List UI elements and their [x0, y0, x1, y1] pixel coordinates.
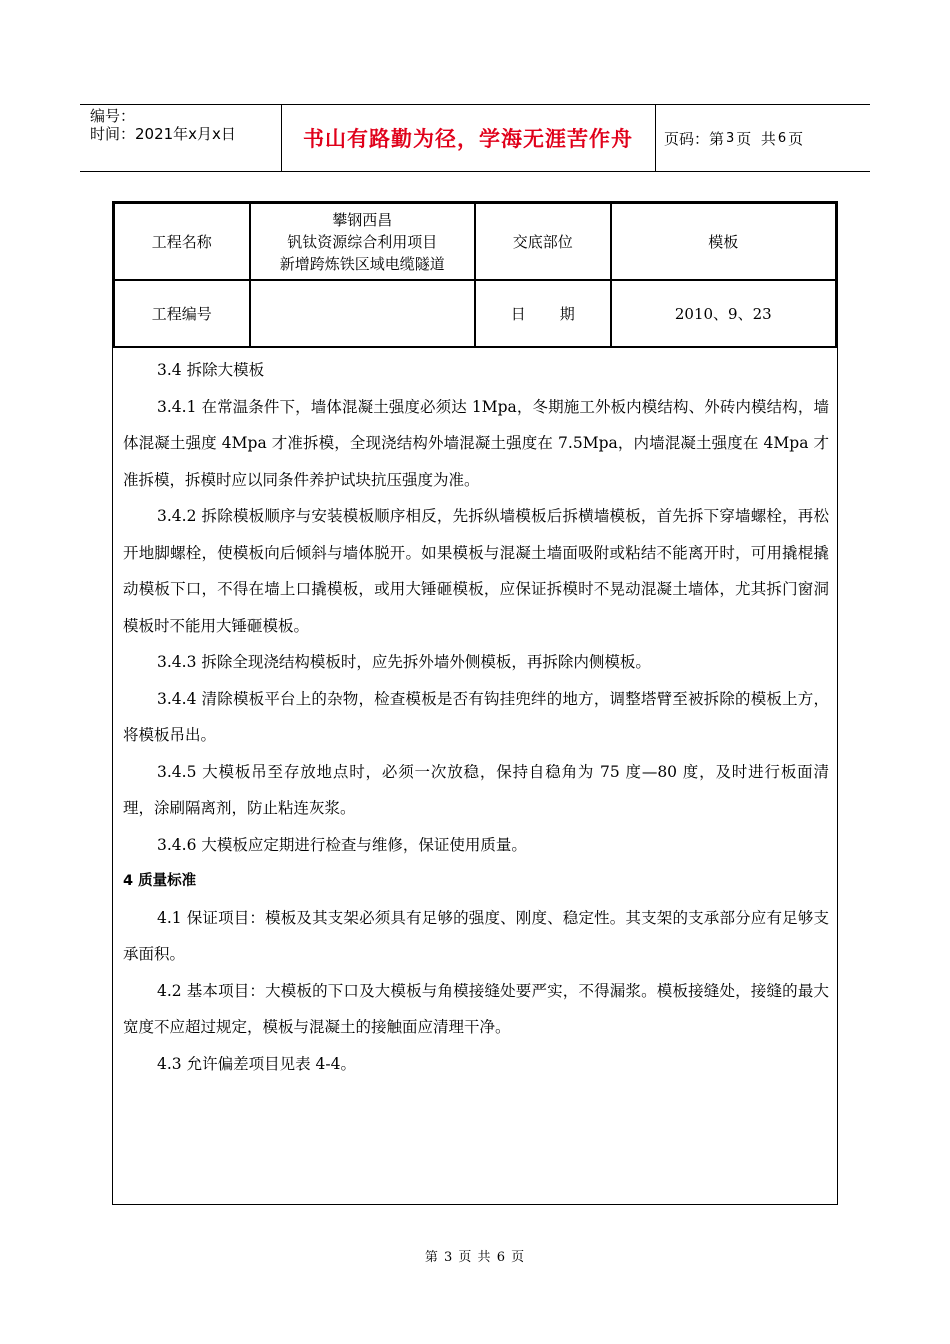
info-table	[113, 202, 837, 348]
part-value: 模板	[611, 203, 836, 280]
paragraph: 3.4.3 拆除全现浇结构模板时，应先拆外墙外侧模板，再拆除内侧模板。	[157, 653, 651, 671]
header-divider	[655, 105, 656, 171]
paragraph: 4.1 保证项目：模板及其支架必须具有足够的强度、刚度、稳定性。其支架的支承部分应有足够支承面积。	[123, 908, 829, 963]
code-label: 编号：	[90, 107, 136, 125]
section-title: 3.4 拆除大模板	[157, 361, 265, 379]
page-footer: 第 3 页 共 6 页	[424, 1250, 526, 1265]
chapter-heading: 4 质量标准	[123, 873, 197, 889]
project-name-value	[250, 203, 475, 280]
date-value: 2010、9、23	[611, 280, 836, 347]
project-name-line: 攀钢西昌	[332, 210, 393, 229]
header-meta	[80, 105, 281, 171]
document-header	[80, 104, 870, 172]
project-name-line: 钒钛资源综合利用项目	[287, 232, 438, 251]
paragraph: 3.4.1 在常温条件下，墙体混凝土强度必须达 1Mpa，冬期施工外板内模结构、外砖内模结构，墙体混凝土强度 4Mpa 才准拆模，全现浇结构外墙混凝土强度在 7.5Mpa，内墙混凝土强度在 4Mpa 才准拆模，拆模时应以同条件养护试块抗压强度为准。	[123, 397, 829, 489]
date-label-part: 日	[510, 305, 526, 323]
page-prefix: 页码：第	[664, 129, 725, 148]
page-mid: 页 共	[736, 129, 776, 148]
page-total: 6	[777, 130, 787, 146]
paragraph: 3.4.4 清除模板平台上的杂物，检查模板是否有钩挂兜绊的地方，调整塔臂至被拆除的模板上方，将模板吊出。	[123, 689, 829, 744]
part-label: 交底部位	[475, 203, 611, 280]
paragraph: 3.4.5 大模板吊至存放地点时，必须一次放稳，保持自稳角为 75 度—80 度，及时进行板面清理，涂刷隔离剂，防止粘连灰浆。	[123, 762, 829, 817]
paragraph: 4.3 允许偏差项目见表 4-4。	[157, 1054, 356, 1073]
page-suffix: 页	[788, 129, 804, 148]
project-no-label: 工程编号	[114, 280, 250, 347]
disclosure-content	[123, 352, 829, 1082]
disclosure-form	[112, 201, 838, 1205]
page-current: 3	[726, 130, 735, 146]
date-label	[475, 280, 611, 347]
paragraph: 4.2 基本项目：大模板的下口及大模板与角模接缝处要严实，不得漏浆。模板接缝处，接缝的最大宽度不应超过规定，模板与混凝土的接触面应清理干净。	[123, 981, 829, 1036]
time-label: 时间：2021年x月x日	[90, 125, 236, 143]
header-page-indicator	[664, 105, 864, 171]
header-motto: 书山有路勤为径，学海无涯苦作舟	[303, 127, 633, 151]
project-name-line: 新增跨炼铁区域电缆隧道	[279, 254, 445, 273]
paragraph: 3.4.6 大模板应定期进行检查与维修，保证使用质量。	[157, 835, 527, 854]
project-no-value	[250, 280, 475, 347]
project-name-label: 工程名称	[114, 203, 250, 280]
paragraph: 3.4.2 拆除模板顺序与安装模板顺序相反，先拆纵墙模板后拆横墙模板，首先拆下穿墙螺栓，再松开地脚螺栓，使模板向后倾斜与墙体脱开。如果模板与混凝土墙面吸附或粘结不能离开时，可用撬棍撬动模板下口，不得在墙上口撬模板，或用大锤砸模板，应保证拆模时不晃动混凝土墙体，尤其拆门窗洞模板时不能用大锤砸模板。	[123, 507, 829, 635]
date-label-part: 期	[559, 305, 575, 323]
